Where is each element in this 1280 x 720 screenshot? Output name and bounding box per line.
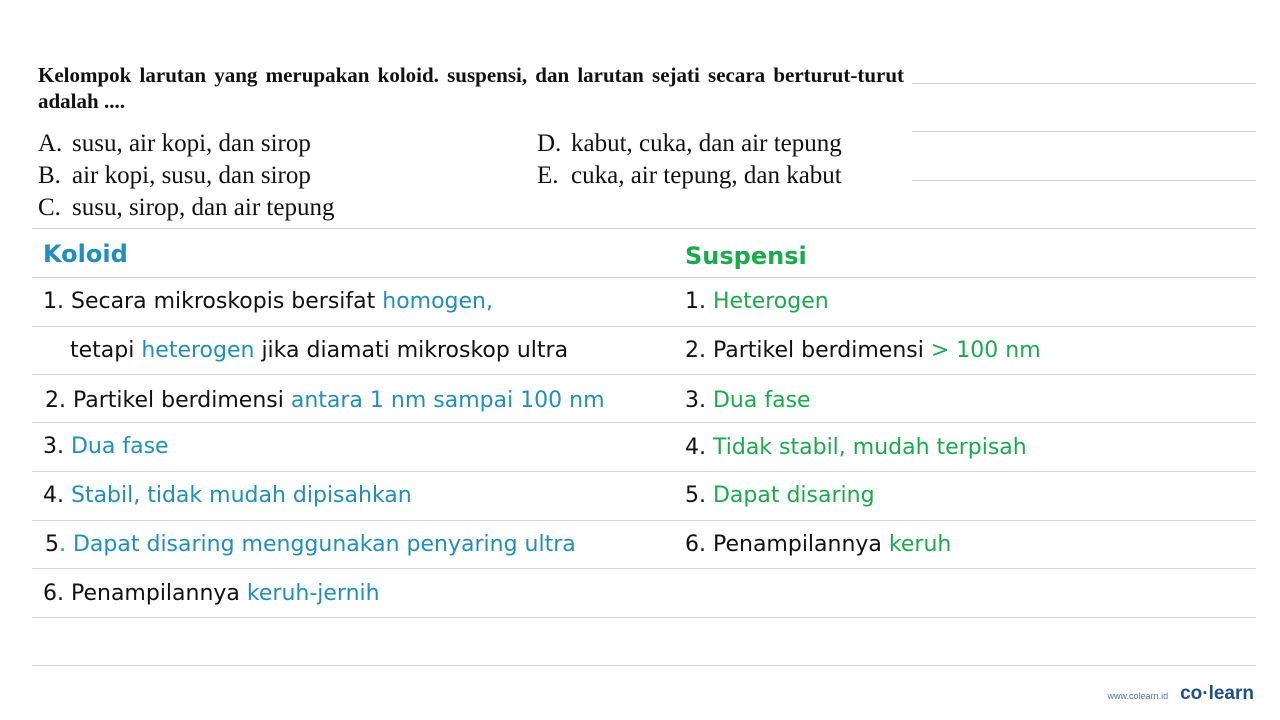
option-d: D. kabut, cuka, dan air tepung <box>537 130 842 157</box>
suspensi-line-5: 5. Dapat disaring <box>685 483 875 508</box>
koloid-line-3: 3. Dua fase <box>43 434 169 459</box>
suspensi-line-1: 1. Heterogen <box>685 289 829 314</box>
ruled-line <box>32 228 1256 229</box>
koloid-line-4: 4. Stabil, tidak mudah dipisahkan <box>43 483 412 508</box>
koloid-line-2: 2. Partikel berdimensi antara 1 nm sampai 100 nm <box>45 388 605 413</box>
ruled-line <box>32 471 1256 472</box>
suspensi-line-4: 4. Tidak stabil, mudah terpisah <box>685 435 1027 460</box>
option-c: C. susu, sirop, dan air tepung <box>38 194 335 221</box>
suspensi-line-2: 2. Partikel berdimensi > 100 nm <box>685 338 1041 363</box>
footer-branding <box>1108 683 1254 705</box>
koloid-line-1-continued: tetapi heterogen jika diamati mikroskop ultra <box>70 338 569 363</box>
suspensi-line-6: 6. Penampilannya keruh <box>685 532 952 557</box>
colearn-logo: co·learn <box>1180 683 1254 704</box>
ruled-line <box>912 131 1256 132</box>
ruled-line <box>32 422 1256 423</box>
option-a: A. susu, air kopi, dan sirop <box>38 130 311 157</box>
ruled-line <box>912 83 1256 84</box>
ruled-line <box>32 326 1256 327</box>
koloid-line-6: 6. Penampilannya keruh-jernih <box>43 581 380 606</box>
option-e: E. cuka, air tepung, dan kabut <box>537 162 842 189</box>
suspensi-line-3: 3. Dua fase <box>685 388 811 413</box>
footer-url[interactable]: www.colearn.id <box>1107 691 1169 701</box>
ruled-line <box>912 180 1256 181</box>
option-b: B. air kopi, susu, dan sirop <box>38 162 311 189</box>
suspensi-heading: Suspensi <box>685 242 807 270</box>
koloid-line-1: 1. Secara mikroskopis bersifat homogen, <box>43 289 493 314</box>
question-text: Kelompok larutan yang merupakan koloid. suspensi, dan larutan sejati secara berturut-turut adalah .... <box>38 63 904 113</box>
koloid-heading: Koloid <box>43 240 128 268</box>
ruled-line <box>32 277 1256 278</box>
ruled-line <box>32 374 1256 375</box>
ruled-line <box>32 665 1256 666</box>
ruled-line <box>32 520 1256 521</box>
ruled-line <box>32 568 1256 569</box>
ruled-line <box>32 617 1256 618</box>
koloid-line-5: 5. Dapat disaring menggunakan penyaring ultra <box>45 532 576 557</box>
